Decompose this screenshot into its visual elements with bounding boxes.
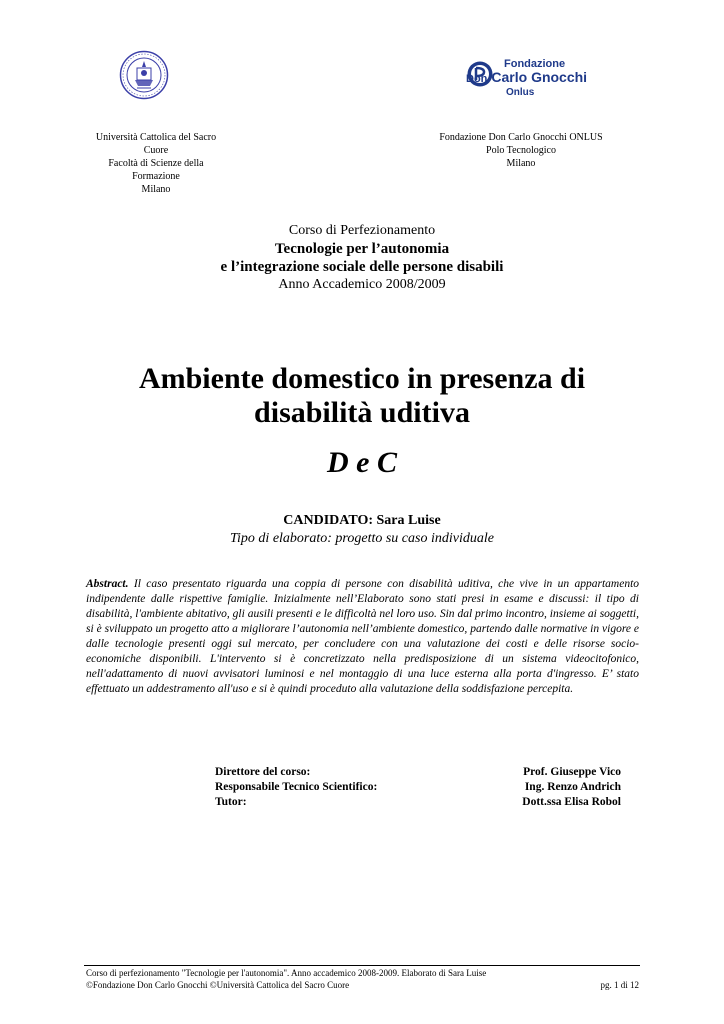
fondazione-logo [466,58,606,104]
role-director: Direttore del corso: [215,766,311,778]
role-technical-lead: Responsabile Tecnico Scientifico: [215,781,378,793]
elaborate-type: Tipo di elaborato: progetto su caso individuale [230,531,494,546]
page-number: pg. 1 di 12 [600,980,639,990]
footer [86,967,639,991]
title-line2: disabilità uditiva [254,396,470,429]
abstract-label: Abstract. [86,578,129,590]
academic-year: Anno Accademico 2008/2009 [278,277,446,292]
logo-text-fondazione: Fondazione [504,58,566,70]
course-type: Corso di Perfezionamento [288,223,436,238]
footer-line2: ©Fondazione Don Carlo Gnocchi ©Università Cattolica del Sacro Cuore [86,980,350,990]
name-technical-lead: Ing. Renzo Andrich [524,781,621,793]
faculty-name: Facoltà di Scienze della Formazione [108,158,204,182]
document-subtitle: D e C [327,446,397,479]
university-seal-logo [119,50,169,100]
abstract-text: Il caso presentato riguarda una coppia di persone con disabilità uditiva, che vive in un appartamento indipendente dalle rispettive famiglie. Inizialmente nell’Elaborato sono stati presi in esame e discussi: il tipo di disabilità, l'ambiente abitativo, gli ausili presenti e le difficoltà nel loro uso. Sin dal primo incontro, insieme ai soggetti, si è sviluppato un progetto atto a migliorare l’autonomia nell’ambiente domestico, partendo dalle normative in vigore e dalle tecnologie presenti oggi sul mercato, per concludere con una valutazione dei costi e delle risorse socio-economiche disponibili. L'intervento si è concretizzato nella predisposizione di un sistema videocitofonico, nell'adattamento di nuovi avvisatori luminosi e nel montaggio di una luce esterna alla porta d'ingresso. E’ stato effettuato un addestramento all'uso e si è quindi proceduto alla valutazione della soddisfazione percepita. [86,578,640,695]
university-city: Milano [141,184,171,195]
course-title-line1: Tecnologie per l’autonomia [274,241,450,257]
footer-divider [84,965,640,966]
course-title-line2: e l’integrazione sociale delle persone disabili [220,259,504,275]
logo-text-don: Don [466,73,488,85]
candidate-label: CANDIDATO: Sara Luise [283,513,441,528]
staff-roles [215,765,377,810]
logo-text-onlus: Onlus [506,87,535,98]
staff-names [500,765,621,810]
abstract [86,577,639,697]
footer-line1: Corso di perfezionamento "Tecnologie per l'autonomia". Anno accademico 2008-2009. Elaborato di Sara Luise [86,968,487,978]
foundation-city: Milano [506,158,536,169]
document-title [0,362,724,430]
university-name: Università Cattolica del Sacro Cuore [95,132,217,156]
foundation-department: Polo Tecnologico [486,145,556,156]
course-info [0,222,724,294]
name-tutor: Dott.ssa Elisa Robol [522,796,621,808]
name-director: Prof. Giuseppe Vico [523,766,621,778]
title-line1: Ambiente domestico in presenza di [138,362,586,395]
header-foundation [421,131,621,170]
logo-text-carlo-gnocchi: Carlo Gnocchi [491,69,588,85]
header-university [84,131,228,196]
foundation-name: Fondazione Don Carlo Gnocchi ONLUS [439,132,603,143]
role-tutor: Tutor: [215,796,247,808]
